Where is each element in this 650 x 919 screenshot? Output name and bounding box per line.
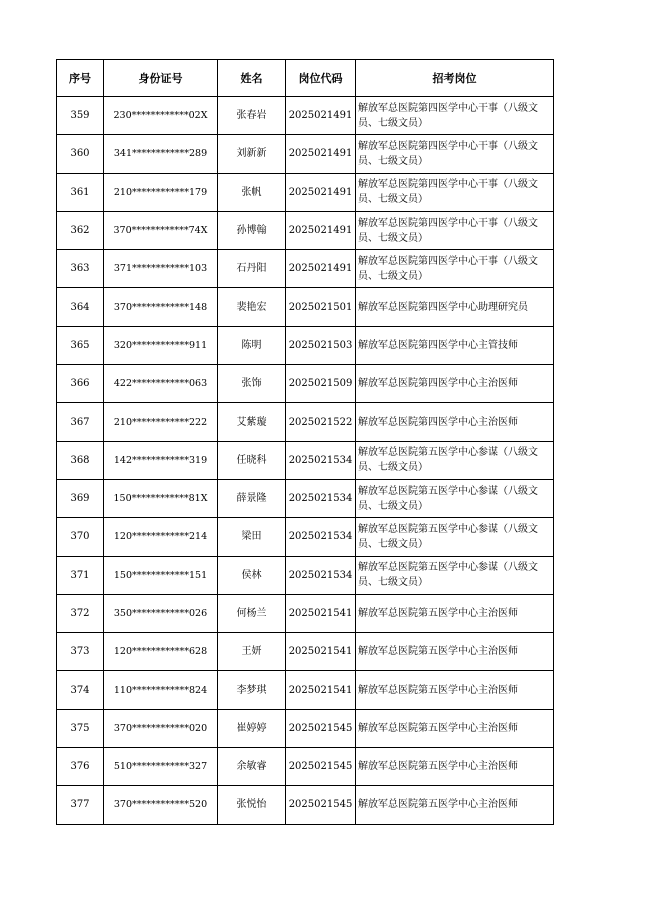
table-row (57, 365, 554, 403)
cell-name: 何杨兰 (218, 594, 286, 632)
cell-name: 梁田 (218, 518, 286, 556)
cell-seq: 361 (57, 173, 104, 211)
cell-position-code: 2025021545 (286, 748, 356, 786)
cell-id-number: 320************911 (104, 326, 218, 364)
table-row (57, 633, 554, 671)
cell-id-number: 370************020 (104, 709, 218, 747)
cell-position: 解放军总医院第四医学中心干事（八级文员、七级文员） (356, 97, 554, 135)
cell-position-code: 2025021501 (286, 288, 356, 326)
cell-position-code: 2025021491 (286, 211, 356, 249)
cell-position-code: 2025021545 (286, 709, 356, 747)
cell-position: 解放军总医院第四医学中心干事（八级文员、七级文员） (356, 250, 554, 288)
table-row (57, 250, 554, 288)
cell-seq: 373 (57, 633, 104, 671)
table-header-row (57, 60, 554, 97)
cell-position: 解放军总医院第五医学中心参谋（八级文员、七级文员） (356, 518, 554, 556)
header-name: 姓名 (218, 60, 286, 97)
cell-name: 裴艳宏 (218, 288, 286, 326)
cell-id-number: 370************520 (104, 786, 218, 824)
cell-seq: 377 (57, 786, 104, 824)
cell-id-number: 142************319 (104, 441, 218, 479)
cell-position-code: 2025021541 (286, 633, 356, 671)
cell-name: 张饰 (218, 365, 286, 403)
table-row (57, 288, 554, 326)
table-row (57, 748, 554, 786)
cell-seq: 369 (57, 479, 104, 517)
cell-position: 解放军总医院第四医学中心主治医师 (356, 403, 554, 441)
cell-id-number: 350************026 (104, 594, 218, 632)
cell-name: 艾紫璇 (218, 403, 286, 441)
header-position: 招考岗位 (356, 60, 554, 97)
table-row (57, 97, 554, 135)
table-row (57, 709, 554, 747)
cell-position: 解放军总医院第五医学中心参谋（八级文员、七级文员） (356, 441, 554, 479)
cell-position-code: 2025021491 (286, 173, 356, 211)
cell-id-number: 110************824 (104, 671, 218, 709)
cell-name: 余敏睿 (218, 748, 286, 786)
cell-seq: 374 (57, 671, 104, 709)
header-code: 岗位代码 (286, 60, 356, 97)
cell-position-code: 2025021503 (286, 326, 356, 364)
table-row (57, 441, 554, 479)
cell-id-number: 370************74X (104, 211, 218, 249)
cell-seq: 370 (57, 518, 104, 556)
table-row (57, 403, 554, 441)
cell-position: 解放军总医院第四医学中心干事（八级文员、七级文员） (356, 211, 554, 249)
cell-id-number: 120************214 (104, 518, 218, 556)
cell-position: 解放军总医院第五医学中心主治医师 (356, 786, 554, 824)
table-row (57, 211, 554, 249)
cell-id-number: 120************628 (104, 633, 218, 671)
cell-position-code: 2025021522 (286, 403, 356, 441)
cell-seq: 364 (57, 288, 104, 326)
cell-name: 刘新新 (218, 135, 286, 173)
cell-id-number: 210************179 (104, 173, 218, 211)
cell-position: 解放军总医院第四医学中心助理研究员 (356, 288, 554, 326)
cell-position: 解放军总医院第五医学中心参谋（八级文员、七级文员） (356, 479, 554, 517)
table-row (57, 594, 554, 632)
cell-name: 陈明 (218, 326, 286, 364)
table-row (57, 786, 554, 824)
cell-id-number: 510************327 (104, 748, 218, 786)
cell-position: 解放军总医院第五医学中心参谋（八级文员、七级文员） (356, 556, 554, 594)
cell-name: 李梦琪 (218, 671, 286, 709)
cell-position-code: 2025021491 (286, 135, 356, 173)
cell-name: 任晓科 (218, 441, 286, 479)
cell-id-number: 422************063 (104, 365, 218, 403)
cell-position-code: 2025021534 (286, 518, 356, 556)
cell-position: 解放军总医院第四医学中心干事（八级文员、七级文员） (356, 135, 554, 173)
cell-seq: 368 (57, 441, 104, 479)
cell-position: 解放军总医院第五医学中心主治医师 (356, 748, 554, 786)
cell-name: 石丹阳 (218, 250, 286, 288)
cell-id-number: 371************103 (104, 250, 218, 288)
header-seq: 序号 (57, 60, 104, 97)
cell-name: 张悦怡 (218, 786, 286, 824)
table-row (57, 518, 554, 556)
cell-seq: 375 (57, 709, 104, 747)
cell-position: 解放军总医院第四医学中心主管技师 (356, 326, 554, 364)
cell-position-code: 2025021491 (286, 250, 356, 288)
table-row (57, 671, 554, 709)
cell-seq: 360 (57, 135, 104, 173)
cell-id-number: 370************148 (104, 288, 218, 326)
cell-name: 孙博翰 (218, 211, 286, 249)
cell-position: 解放军总医院第五医学中心主治医师 (356, 671, 554, 709)
cell-name: 张帆 (218, 173, 286, 211)
cell-id-number: 150************81X (104, 479, 218, 517)
cell-position-code: 2025021491 (286, 97, 356, 135)
cell-position-code: 2025021541 (286, 671, 356, 709)
cell-seq: 372 (57, 594, 104, 632)
cell-seq: 366 (57, 365, 104, 403)
cell-position: 解放军总医院第五医学中心主治医师 (356, 709, 554, 747)
cell-seq: 362 (57, 211, 104, 249)
cell-id-number: 230************02X (104, 97, 218, 135)
table-row (57, 135, 554, 173)
table-row (57, 173, 554, 211)
cell-seq: 363 (57, 250, 104, 288)
cell-position: 解放军总医院第四医学中心干事（八级文员、七级文员） (356, 173, 554, 211)
cell-position: 解放军总医院第五医学中心主治医师 (356, 594, 554, 632)
cell-id-number: 150************151 (104, 556, 218, 594)
candidate-table (56, 59, 554, 825)
cell-seq: 359 (57, 97, 104, 135)
cell-seq: 376 (57, 748, 104, 786)
cell-id-number: 210************222 (104, 403, 218, 441)
cell-position-code: 2025021534 (286, 556, 356, 594)
cell-position-code: 2025021541 (286, 594, 356, 632)
cell-seq: 371 (57, 556, 104, 594)
cell-name: 张春岩 (218, 97, 286, 135)
cell-position-code: 2025021545 (286, 786, 356, 824)
cell-position-code: 2025021509 (286, 365, 356, 403)
cell-seq: 365 (57, 326, 104, 364)
cell-position: 解放军总医院第五医学中心主治医师 (356, 633, 554, 671)
header-id: 身份证号 (104, 60, 218, 97)
cell-position: 解放军总医院第四医学中心主治医师 (356, 365, 554, 403)
cell-seq: 367 (57, 403, 104, 441)
cell-name: 侯林 (218, 556, 286, 594)
cell-position-code: 2025021534 (286, 441, 356, 479)
cell-position-code: 2025021534 (286, 479, 356, 517)
table-row (57, 556, 554, 594)
table-row (57, 326, 554, 364)
cell-name: 王妍 (218, 633, 286, 671)
table-row (57, 479, 554, 517)
cell-name: 薛景隆 (218, 479, 286, 517)
cell-id-number: 341************289 (104, 135, 218, 173)
cell-name: 崔婷婷 (218, 709, 286, 747)
